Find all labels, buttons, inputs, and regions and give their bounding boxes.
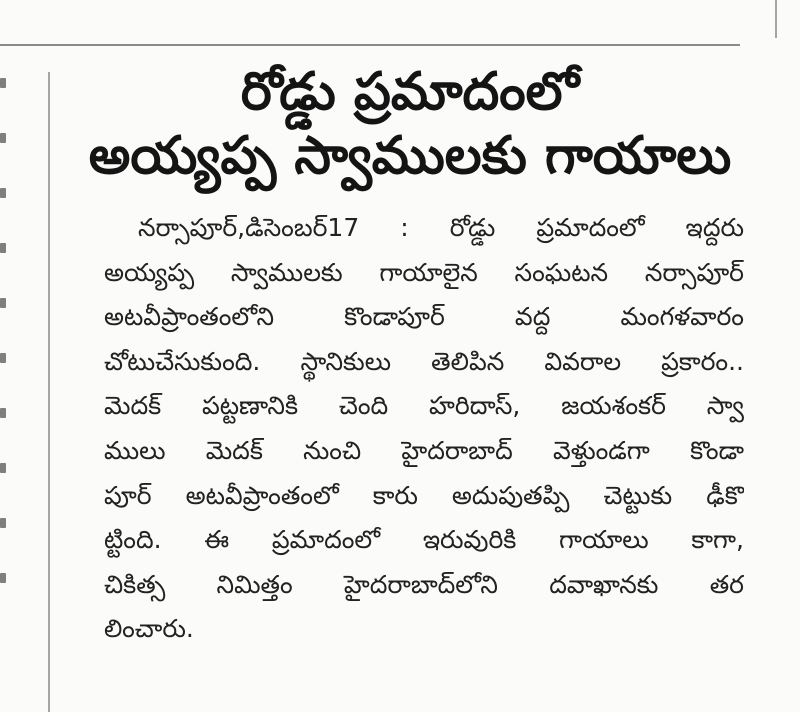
body-line-1: నర్సాపూర్,డిసెంబర్17 : రోడ్డు ప్రమాదంలో ఇద్దరు [138, 213, 744, 242]
cropped-neighbour-column [0, 78, 8, 638]
headline-line-1: రోడ్డు ప్రమాదంలో [240, 62, 580, 122]
body-line-2: అయ్యప్ప స్వాములకు గాయాలైన సంఘటన నర్సాపూర్ [104, 257, 744, 287]
body-line-10: లించారు. [104, 614, 194, 644]
body-line-4: చోటుచేసుకుంది. స్థానికులు తెలిపిన వివరాల ప్రకారం.. [104, 346, 744, 376]
cropped-previous-article [0, 0, 770, 16]
body-line-8: ట్టింది. ఈ ప్రమాదంలో ఇరువురికి గాయాలు కాగా, [104, 525, 744, 555]
column-divider-horizontal [0, 44, 740, 46]
article-body [104, 206, 744, 652]
body-line-5: మెదక్ పట్టణానికి చెంది హరిదాస్, జయశంకర్ స్వా [104, 391, 744, 421]
column-divider-left [48, 72, 50, 712]
cropped-next-headline [286, 692, 586, 716]
body-line-3: అటవీప్రాంతంలోని కొండాపూర్ వద్ద మంగళవారం [104, 302, 744, 332]
column-divider-right [775, 0, 777, 38]
article-headline [60, 60, 760, 188]
body-line-6: ములు మెదక్ నుంచి హైదరాబాద్ వెళ్తుండగా కొండా [104, 435, 744, 465]
body-line-7: పూర్ అటవీప్రాంతంలో కారు అదుపుతప్పి చెట్టుకు ఢీకొ [104, 480, 744, 510]
body-line-9: చికిత్స నిమిత్తం హైదరాబాద్‌లోని దవాఖానకు తర [104, 569, 744, 599]
headline-line-2: అయ్యప్ప స్వాములకు గాయాలు [88, 126, 732, 186]
